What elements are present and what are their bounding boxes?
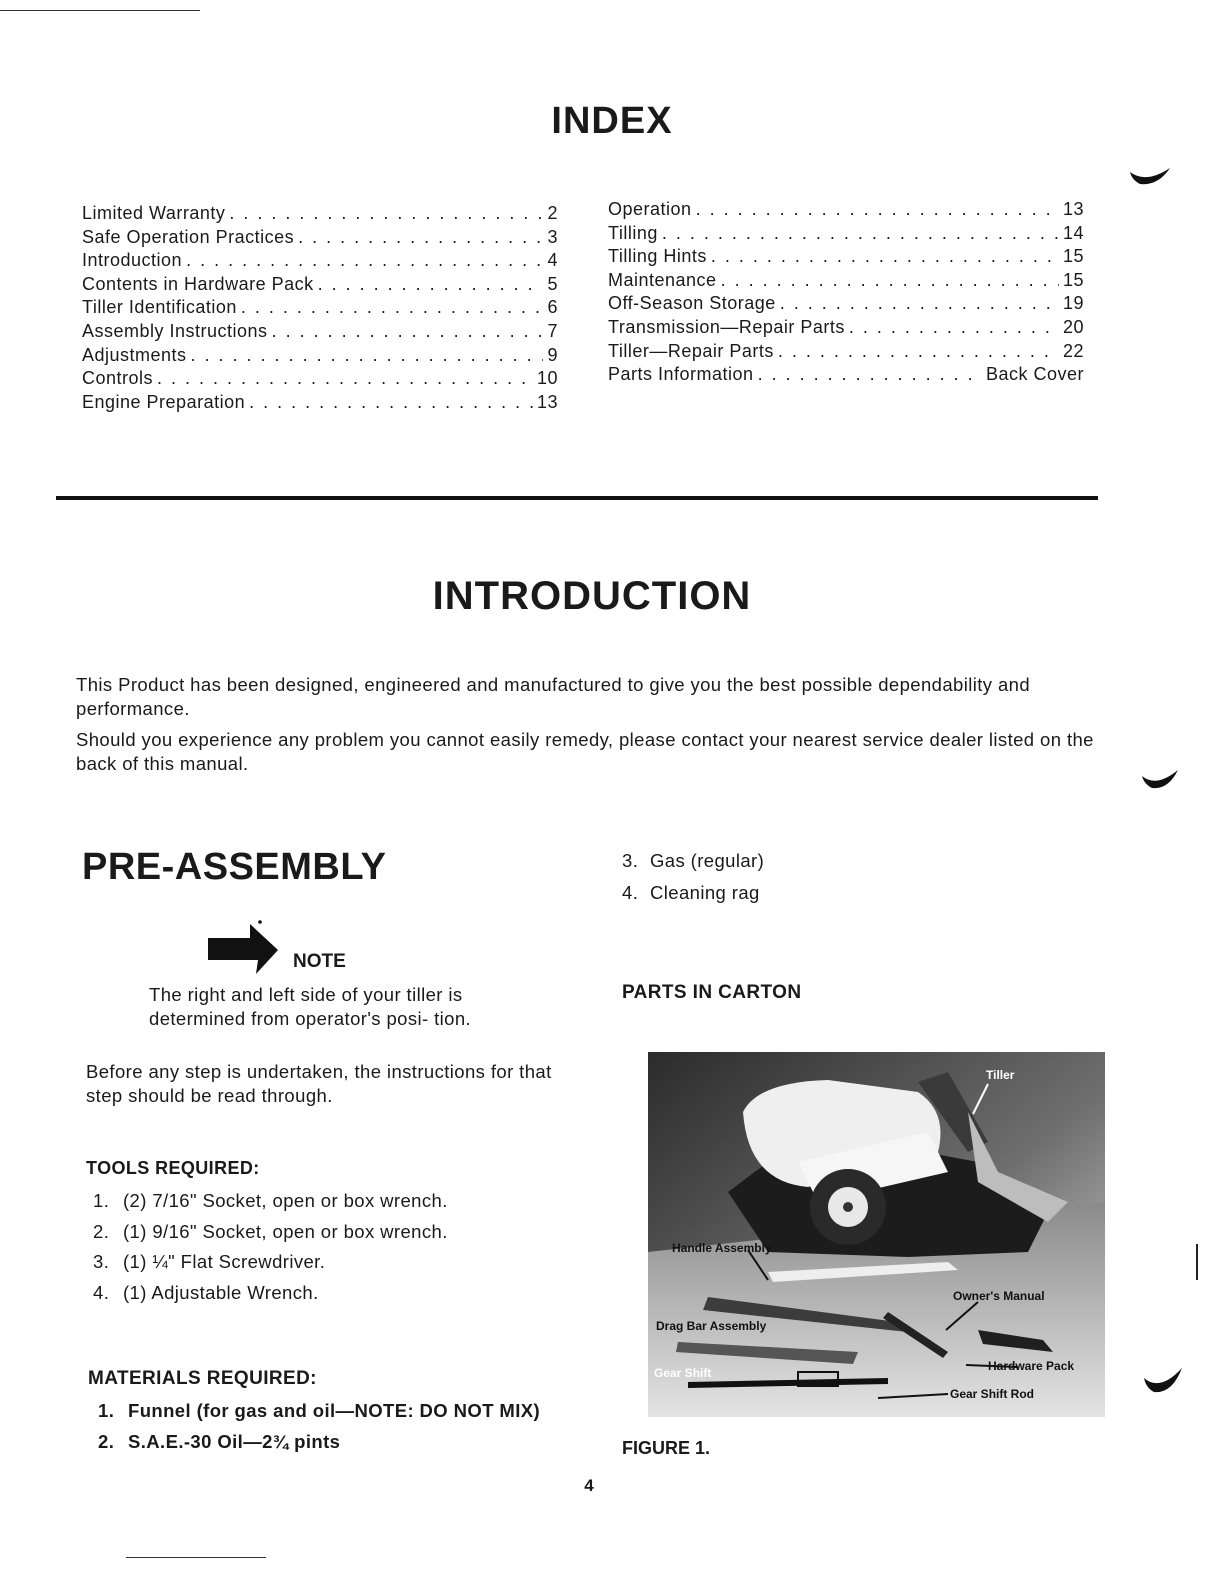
index-entry-title: Limited Warranty (82, 203, 226, 223)
index-entry-page: 10 (536, 368, 558, 389)
index-entry[interactable] (608, 293, 1084, 317)
index-entry-title: Introduction (82, 250, 183, 271)
list-item-text: S.A.E.-30 Oil—2¾ pints (128, 1430, 341, 1452)
index-entry[interactable] (82, 392, 558, 416)
index-entry-page: 13 (536, 391, 558, 412)
margin-check-mark-icon (1128, 166, 1172, 188)
index-entry-page: 6 (547, 297, 558, 318)
index-entry-page: 13 (1062, 199, 1084, 219)
index-entry-title: Tilling Hints (608, 246, 707, 267)
index-entry-title: Tiller—Repair Parts (608, 340, 774, 361)
scan-edge-line (126, 1557, 266, 1558)
figure-label-tiller: Tiller (986, 1068, 1015, 1082)
index-entry-page: 7 (547, 320, 558, 341)
index-entry[interactable] (608, 317, 1084, 341)
list-item (98, 1400, 540, 1431)
pre-assembly-heading: PRE-ASSEMBLY (82, 846, 387, 888)
margin-check-mark-icon (1140, 768, 1180, 792)
index-entry[interactable] (608, 246, 1084, 270)
index-entry[interactable] (82, 203, 558, 227)
page-number: 4 (584, 1476, 594, 1495)
section-divider (56, 496, 1098, 500)
index-entry[interactable] (82, 297, 558, 321)
tools-list (93, 1190, 448, 1312)
note-text: The right and left side of your tiller is determined from operator's posi- tion. (149, 984, 472, 1029)
index-entry-title: Safe Operation Practices (82, 226, 295, 247)
list-item (622, 850, 764, 882)
parts-in-carton-heading: PARTS IN CARTON (622, 982, 802, 1003)
figure-label-gear-shift-rod: Gear Shift Rod (950, 1387, 1035, 1401)
index-entry-page: Back Cover (985, 364, 1084, 385)
instructions-text: Before any step is undertaken, the instructions for that step should be read through. (86, 1061, 552, 1106)
index-entry-page: 5 (547, 273, 558, 294)
list-item-number: 1. (98, 1400, 115, 1421)
list-item (98, 1431, 540, 1462)
figure-label-owners-manual: Owner's Manual (953, 1289, 1045, 1303)
list-item-number: 3. (93, 1251, 110, 1272)
parts-in-carton-figure (648, 1052, 1105, 1417)
index-entry[interactable] (608, 199, 1084, 223)
index-entry-title: Engine Preparation (82, 391, 246, 412)
index-entry-page: 4 (547, 250, 558, 271)
introduction-heading: INTRODUCTION (432, 574, 752, 618)
note-arrow-icon (204, 918, 284, 976)
index-entry[interactable] (608, 341, 1084, 365)
tiller-photo (648, 1052, 1105, 1417)
scan-edge-line (1196, 1244, 1198, 1280)
materials-list (98, 1400, 540, 1461)
introduction-paragraph: Should you experience any problem you cannot easily remedy, please contact your nearest service dealer listed on the back of this manual. (76, 729, 1094, 774)
index-entry-title: Contents in Hardware Pack (82, 273, 314, 294)
index-entry-page: 14 (1062, 222, 1084, 243)
index-entry[interactable] (608, 270, 1084, 294)
figure-label-hardware-pack: Hardware Pack (988, 1359, 1075, 1373)
index-entry-title: Controls (82, 368, 154, 389)
index-entry-title: Assembly Instructions (82, 320, 268, 341)
index-entry-page: 20 (1062, 316, 1084, 337)
index-entry[interactable] (82, 368, 558, 392)
index-entry-page: 3 (547, 226, 558, 247)
index-entry-title: Tiller Identification (82, 297, 237, 318)
index-entry[interactable] (82, 274, 558, 298)
materials-required-heading: MATERIALS REQUIRED: (88, 1368, 317, 1389)
figure-label-gear-shift: Gear Shift (654, 1366, 712, 1380)
list-item-text: (2) 7/16" Socket, open or box wrench. (123, 1190, 448, 1211)
index-entry-title: Parts Information (608, 364, 754, 385)
index-entry[interactable] (608, 364, 1084, 388)
index-entry-title: Adjustments (82, 344, 187, 365)
index-entry-title: Off-Season Storage (608, 293, 776, 314)
index-entry-title: Operation (608, 199, 692, 219)
index-entry-page: 2 (547, 203, 558, 223)
list-item-number: 2. (98, 1430, 115, 1452)
list-item-number: 2. (93, 1220, 110, 1242)
index-entry-page: 22 (1062, 340, 1084, 361)
index-entry-page: 15 (1062, 246, 1084, 267)
index-entry-page: 19 (1062, 293, 1084, 314)
index-entry-page: 9 (547, 344, 558, 365)
list-item-number: 4. (622, 882, 639, 903)
tools-required-heading: TOOLS REQUIRED: (86, 1158, 260, 1178)
list-item-text: (1) Adjustable Wrench. (123, 1281, 319, 1303)
index-entry-title: Transmission—Repair Parts (608, 316, 845, 337)
index-entry[interactable] (82, 321, 558, 345)
list-item (93, 1221, 448, 1252)
index-entry[interactable] (82, 345, 558, 369)
list-item-number: 4. (93, 1281, 110, 1303)
index-entry[interactable] (82, 250, 558, 274)
list-item-text: Funnel (for gas and oil—NOTE: DO NOT MIX) (128, 1400, 541, 1421)
list-item-text: Cleaning rag (650, 882, 760, 903)
index-heading: INDEX (551, 100, 673, 142)
figure-label-drag-bar-assembly: Drag Bar Assembly (656, 1319, 767, 1333)
scan-edge-line (0, 10, 200, 11)
note-label: NOTE (293, 951, 346, 972)
index-left-column (82, 203, 558, 415)
margin-check-mark-icon (1142, 1366, 1184, 1396)
index-entry[interactable] (82, 227, 558, 251)
index-entry[interactable] (608, 223, 1084, 247)
list-item-text: (1) ¼" Flat Screwdriver. (123, 1251, 326, 1272)
index-entry-page: 15 (1062, 269, 1084, 290)
list-item-number: 1. (93, 1190, 110, 1211)
list-item (93, 1251, 448, 1282)
index-entry-title: Tilling (608, 222, 658, 243)
figure-caption: FIGURE 1. (622, 1438, 711, 1458)
index-entry-title: Maintenance (608, 269, 717, 290)
list-item-number: 3. (622, 850, 639, 871)
list-item (622, 882, 764, 914)
figure-label-handle-assembly: Handle Assembly (672, 1241, 772, 1255)
list-item (93, 1282, 448, 1313)
list-item (93, 1190, 448, 1221)
index-right-column (608, 199, 1084, 388)
introduction-paragraph: This Product has been designed, engineered and manufactured to give you the best possible dependability and performance. (76, 674, 1031, 719)
materials-list-continued (622, 850, 764, 914)
list-item-text: Gas (regular) (650, 850, 765, 871)
list-item-text: (1) 9/16" Socket, open or box wrench. (123, 1220, 448, 1242)
